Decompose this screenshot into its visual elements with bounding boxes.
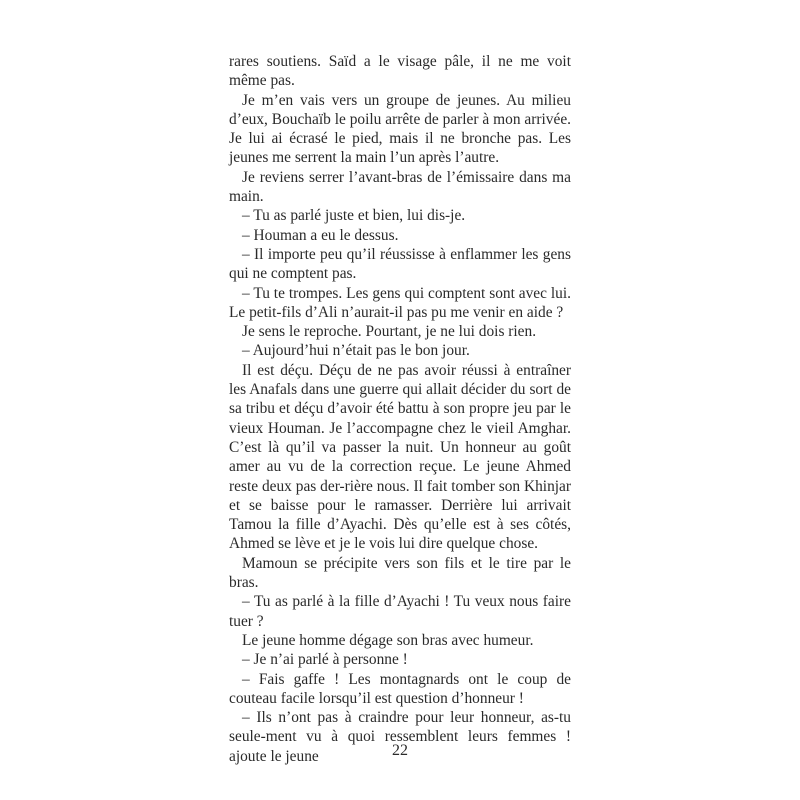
dialogue-line: – Tu as parlé à la fille d’Ayachi ! Tu veux nous faire tuer ? — [229, 593, 571, 630]
paragraph: Mamoun se précipite vers son fils et le tire par le bras. — [229, 554, 571, 592]
dialogue-line: – Je n’ai parlé à personne ! — [242, 651, 408, 669]
paragraph: Le jeune homme dégage son bras avec humeur. — [242, 631, 534, 649]
dialogue-line: – Fais gaffe ! Les montagnards ont le coup de couteau facile lorsqu’il est question d’honneur ! — [229, 670, 571, 707]
dialogue-line: – Tu as parlé juste et bien, lui dis-je. — [242, 207, 466, 225]
body-text — [229, 52, 571, 766]
dialogue-line: – Ils n’ont pas à craindre pour leur honneur, as-tu seule-ment vu à quoi ressemblent leurs femmes ! ajoute le jeune — [229, 709, 571, 765]
dialogue-line: – Tu te trompes. Les gens qui comptent sont avec lui. Le petit-fils d’Ali n’aurait-il pas pu me venir en aide ? — [229, 284, 571, 321]
paragraph: rares soutiens. Saïd a le visage pâle, il ne me voit même pas. — [229, 53, 571, 90]
dialogue-line: – Houman a eu le dessus. — [242, 226, 399, 244]
paragraph: Je sens le reproche. Pourtant, je ne lui dois rien. — [242, 323, 537, 341]
paragraph: Il est déçu. Déçu de ne pas avoir réussi à entraîner les Anafals dans une guerre qui allait décider du sort de sa tribu et déçu d’avoir été battu à son propre jeu par le vieux Houman. Je l’accompagne chez le vieil Amghar. C’est là qu’il va passer la nuit. Un honneur au goût amer au vu de la correction reçue. Le jeune Ahmed reste deux pas der-rière nous. Il fait tomber son Khinjar et se baisse pour le ramasser. Derrière lui arrivait Tamou la fille d’Ayachi. Dès qu’elle est à ses côtés, Ahmed se lève et je le vois lui dire quelque chose. — [229, 361, 571, 553]
paragraph: Je reviens serrer l’avant-bras de l’émissaire dans ma main. — [229, 168, 571, 206]
dialogue-line: – Aujourd’hui n’était pas le bon jour. — [242, 342, 470, 360]
page-number: 22 — [392, 742, 408, 759]
dialogue-line: – Il importe peu qu’il réussisse à enflammer les gens qui ne comptent pas. — [229, 245, 571, 283]
paragraph: Je m’en vais vers un groupe de jeunes. Au milieu d’eux, Bouchaïb le poilu arrête de parler à mon arrivée. Je lui ai écrasé le pied, mais il ne bronche pas. Les jeunes me serrent la main l’un après l’autre. — [229, 91, 571, 167]
